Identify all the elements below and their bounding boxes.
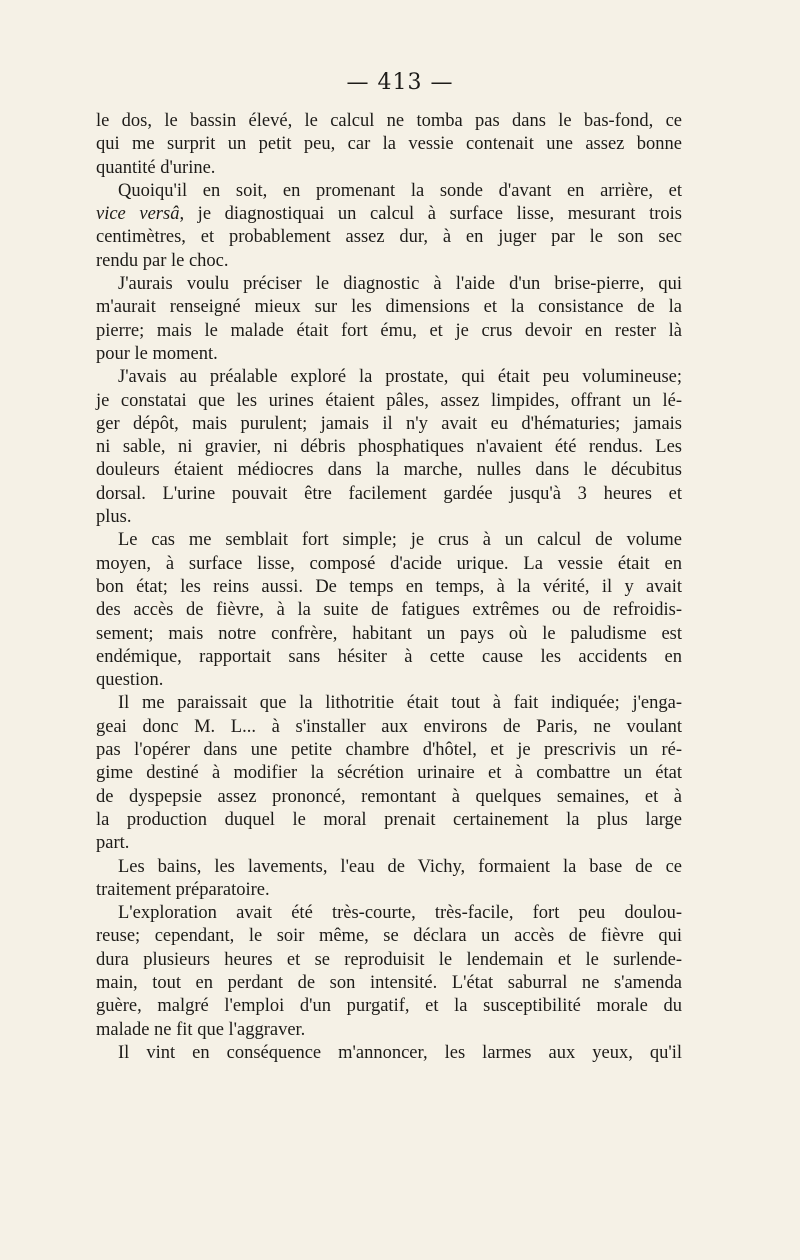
text-line: Il vint en conséquence m'annoncer, les larmes aux yeux, qu'il <box>118 1042 682 1063</box>
text-line: Il me paraissait que la lithotritie était tout à fait indiquée; j'enga- <box>118 693 682 714</box>
text-line: pierre; mais le malade était fort ému, et je crus devoir en rester là <box>96 320 682 341</box>
italic-phrase: vice versâ <box>96 204 180 225</box>
text-line: qui me surprit un petit peu, car la vessie contenait une assez bonne <box>96 134 682 155</box>
text-line: J'aurais voulu préciser le diagnostic à l'aide d'un brise-pierre, qui <box>118 274 682 295</box>
text-line: la production duquel le moral prenait certainement la plus large <box>96 809 682 830</box>
text-line: gime destiné à modifier la sécrétion urinaire et à combattre un état <box>96 763 682 784</box>
text-line: rendu par le choc. <box>96 250 229 271</box>
text-line: pas l'opérer dans une petite chambre d'hôtel, et je prescrivis un ré- <box>96 740 682 761</box>
text-line: douleurs étaient médiocres dans la marche, nulles dans le décubitus <box>96 460 682 481</box>
text-line: sement; mais notre confrère, habitant un pays où le paludisme est <box>96 623 682 644</box>
text-line: J'avais au préalable exploré la prostate, qui était peu volumineuse; <box>118 367 682 388</box>
text-line: de dyspepsie assez prononcé, remontant à quelques semaines, et à <box>96 786 682 807</box>
text-line: moyen, à surface lisse, composé d'acide urique. La vessie était en <box>96 553 682 574</box>
text-line: geai donc M. L... à s'installer aux environs de Paris, ne voulant <box>96 716 682 737</box>
text-line: bon état; les reins aussi. De temps en temps, à la vérité, il y avait <box>96 576 682 597</box>
text-line: ni sable, ni gravier, ni débris phosphatiques n'avaient été rendus. Les <box>96 437 682 458</box>
text-line: main, tout en perdant de son intensité. L'état saburral ne s'amenda <box>96 972 682 993</box>
text-line: le dos, le bassin élevé, le calcul ne tomba pas dans le bas-fond, ce <box>96 111 682 131</box>
text-line: malade ne fit que l'aggraver. <box>96 1019 306 1040</box>
text-line: Le cas me semblait fort simple; je crus à un calcul de volume <box>118 530 682 551</box>
text-line: question. <box>96 670 164 691</box>
text-line: dura plusieurs heures et se reproduisit le lendemain et le surlende- <box>96 949 682 970</box>
text-line: vice versâ, je diagnostiquai un calcul à surface lisse, mesurant trois <box>96 204 682 225</box>
text-line: traitement préparatoire. <box>96 879 270 900</box>
body-text <box>96 110 682 1065</box>
text-line: quantité d'urine. <box>96 157 216 178</box>
page-number: — 413 — <box>346 70 454 95</box>
text-line: des accès de fièvre, à la suite de fatigues extrêmes ou de refroidis- <box>96 600 682 621</box>
text-line: Les bains, les lavements, l'eau de Vichy, formaient la base de ce <box>118 856 682 877</box>
text-line: je constatai que les urines étaient pâles, assez limpides, offrant un lé- <box>96 390 682 411</box>
text-line: part. <box>96 833 130 854</box>
text-line: ger dépôt, mais purulent; jamais il n'y avait eu d'hématuries; jamais <box>96 413 682 434</box>
text-line: guère, malgré l'emploi d'un purgatif, et la susceptibilité morale du <box>96 996 682 1017</box>
text-line: pour le moment. <box>96 343 218 364</box>
text-line: dorsal. L'urine pouvait être facilement gardée jusqu'à 3 heures et <box>96 483 682 504</box>
text-line: endémique, rapportait sans hésiter à cette cause les accidents en <box>96 646 682 667</box>
text-line: reuse; cependant, le soir même, se déclara un accès de fièvre qui <box>96 926 682 947</box>
text-line: m'aurait renseigné mieux sur les dimensions et la consistance de la <box>96 297 682 318</box>
text-line: centimètres, et probablement assez dur, à en juger par le son sec <box>96 227 682 248</box>
text-line: Quoiqu'il en soit, en promenant la sonde d'avant en arrière, et <box>118 180 682 201</box>
text-line: plus. <box>96 507 132 528</box>
text-line: L'exploration avait été très-courte, très-facile, fort peu doulou- <box>118 903 682 924</box>
